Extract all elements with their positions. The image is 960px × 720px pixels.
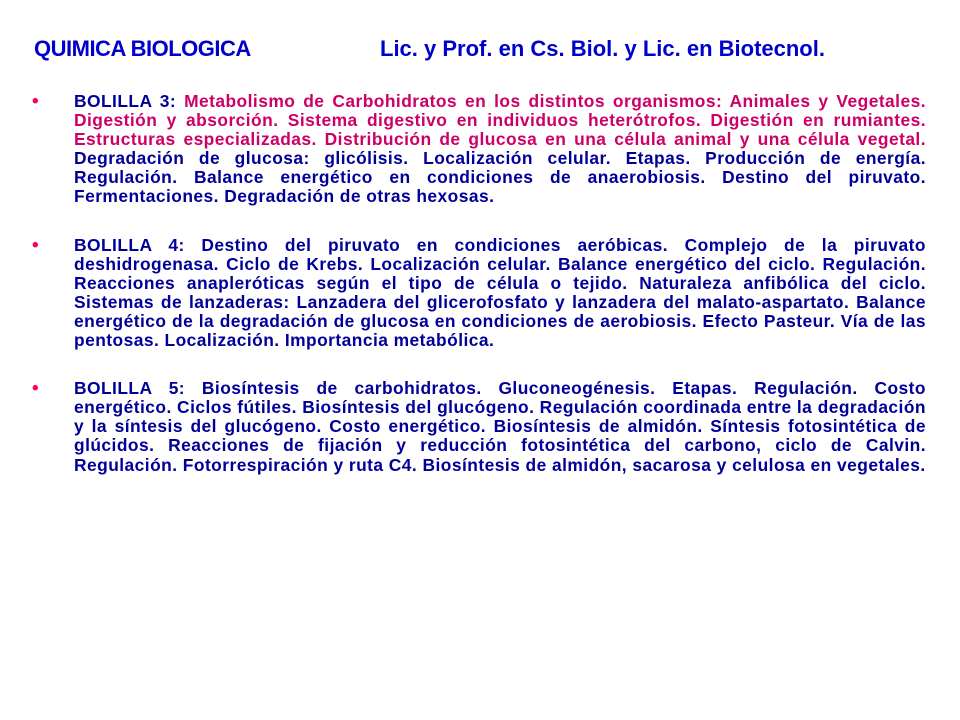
bolilla-item-3 [32, 92, 926, 207]
bullet-icon: • [32, 91, 40, 112]
course-title: QUIMICA BIOLOGICA [34, 36, 251, 61]
bolilla-text: Biosíntesis de carbohidratos. Gluconeogénesis. Etapas. Regulación. Costo energético. Ciclos fútiles. Biosíntesis del glucógeno. Regulación coordinada entre la degradación y la síntesis del glucógeno. Costo energético. Biosíntesis de almidón. Síntesis fotosintética de glúcidos. Reacciones de fijación y reducción fotosintética del carbono, ciclo de Calvin. Regulación. Fotorrespiración y ruta C4. Biosíntesis de almidón, sacarosa y celulosa en vegetales. [74, 378, 926, 475]
bolilla-item-5 [32, 379, 926, 474]
bolilla-label: BOLILLA 3: [74, 91, 177, 111]
bolilla-label: BOLILLA 4: [74, 234, 185, 255]
bolilla-list [32, 92, 926, 504]
slide-header [34, 33, 934, 65]
bullet-icon: • [32, 378, 40, 400]
bolilla-label: BOLILLA 5: [74, 378, 186, 399]
programs-subtitle: Lic. y Prof. en Cs. Biol. y Lic. en Biotecnol. [380, 36, 825, 61]
bullet-icon: • [32, 234, 40, 256]
bolilla-text: Degradación de glucosa: glicólisis. Localización celular. Etapas. Producción de energía. Regulación. Balance energético en condiciones de anaerobiosis. Destino del piruvato. Fermentaciones. Degradación de otras hexosas. [74, 148, 926, 207]
bolilla-item-4 [32, 236, 926, 351]
bolilla-text: Destino del piruvato en condiciones aeróbicas. Complejo de la piruvato deshidrogenasa. Ciclo de Krebs. Localización celular. Balance energético del ciclo. Regulación. Reacciones anapleróticas según el tipo de célula o tejido. Naturaleza anfibólica del ciclo. Sistemas de lanzaderas: Lanzadera del glicerofosfato y lanzadera del malato-aspartato. Balance energético de la degradación de glucosa en condiciones de aerobiosis. Efecto Pasteur. Vía de las pentosas. Localización. Importancia metabólica. [74, 234, 926, 351]
bolilla-topic: Metabolismo de Carbohidratos en los distintos organismos: Animales y Vegetales. Digestión y absorción. Sistema digestivo en individuos heterótrofos. Digestión en rumiantes. Estructuras especializadas. Distribución de glucosa en una célula animal y una célula vegetal. [74, 91, 926, 150]
